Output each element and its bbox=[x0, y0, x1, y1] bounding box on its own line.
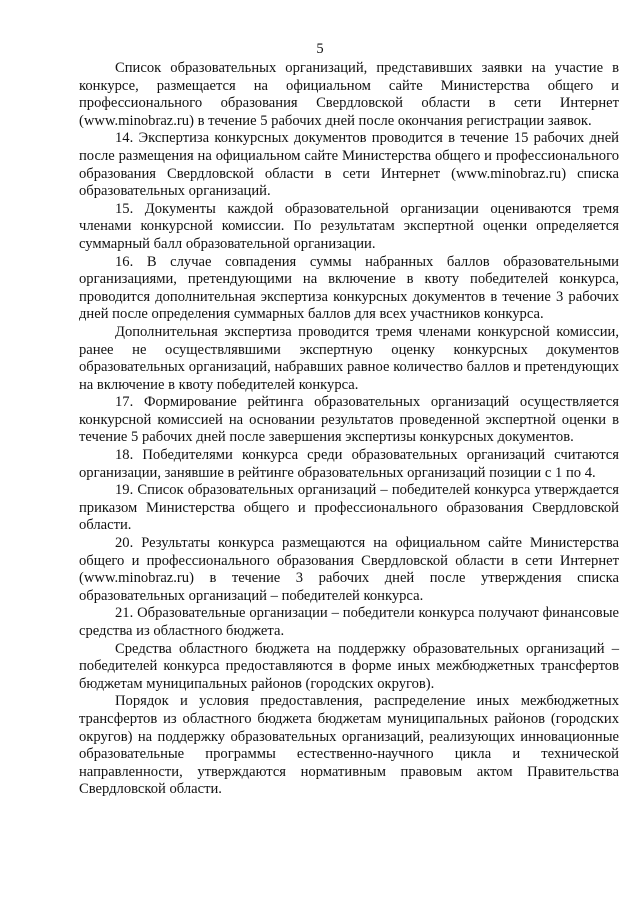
paragraph-16-tie-break: 16. В случае совпадения суммы набранных баллов образовательными организациями, претендующими на включение в квоту победителей конкурса, проводится дополнительная экспертиза конкурсных документов в течение 3 рабочих дней после определения суммарных баллов для всех участников конкурса. bbox=[79, 253, 619, 323]
paragraph-20-results: 20. Результаты конкурса размещаются на официальном сайте Министерства общего и профессионального образования Свердловской области в сети Интернет (www.minobraz.ru) в течение 3 рабочих дней после утверждения списка образовательных организаций – победителей конкурса. bbox=[79, 535, 619, 604]
paragraph-19-approval: 19. Список образовательных организаций – победителей конкурса утверждается приказом Министерства общего и профессионального образования Свердловской области. bbox=[79, 482, 619, 534]
document-body bbox=[79, 60, 619, 799]
paragraph-15-evaluation: 15. Документы каждой образовательной организации оцениваются тремя членами конкурсной комиссии. По результатам экспертной оценки определяется суммарный балл образовательной организации. bbox=[79, 200, 619, 252]
paragraph-17-rating: 17. Формирование рейтинга образовательных организаций осуществляется конкурсной комиссией на основании результатов проведенной экспертной оценки в течение 5 рабочих дней после завершения экспертизы конкурсных документов. bbox=[79, 394, 619, 446]
paragraph-procedure: Порядок и условия предоставления, распределение иных межбюджетных трансфертов из областного бюджета бюджетам муниципальных районов (городских округов) на поддержку образовательных организаций, реализующих инновационные образовательные программы естественно-научного цикла и технической направленности, утверждаются нормативным правовым актом Правительства Свердловской области. bbox=[79, 693, 619, 798]
page-number: 5 bbox=[316, 41, 324, 57]
paragraph-21-funding: 21. Образовательные организации – победители конкурса получают финансовые средства из областного бюджета. bbox=[79, 605, 619, 639]
paragraph-list-of-applicants: Список образовательных организаций, представивших заявки на участие в конкурсе, размещается на официальном сайте Министерства общего и профессионального образования Свердловской области в сети Интернет (www.minobraz.ru) в течение 5 рабочих дней после окончания регистрации заявок. bbox=[79, 60, 619, 129]
paragraph-additional-expertise: Дополнительная экспертиза проводится тремя членами конкурсной комиссии, ранее не осуществлявшими экспертную оценку конкурсных документов образовательных организаций, набравших равное количество баллов и претендующих на включение в квоту победителей конкурса. bbox=[79, 323, 619, 393]
paragraph-budget-funds: Средства областного бюджета на поддержку образовательных организаций – победителей конкурса предоставляются в форме иных межбюджетных трансфертов бюджетам муниципальных районов (городских округов). bbox=[79, 640, 619, 692]
paragraph-14-expertise: 14. Экспертиза конкурсных документов проводится в течение 15 рабочих дней после размещения на официальном сайте Министерства общего и профессионального образования Свердловской области в сети Интернет (www.minobraz.ru) списка образовательных организаций. bbox=[79, 130, 619, 200]
paragraph-18-winners: 18. Победителями конкурса среди образовательных организаций считаются организации, занявшие в рейтинге образовательных организаций позиции с 1 по 4. bbox=[79, 447, 619, 481]
